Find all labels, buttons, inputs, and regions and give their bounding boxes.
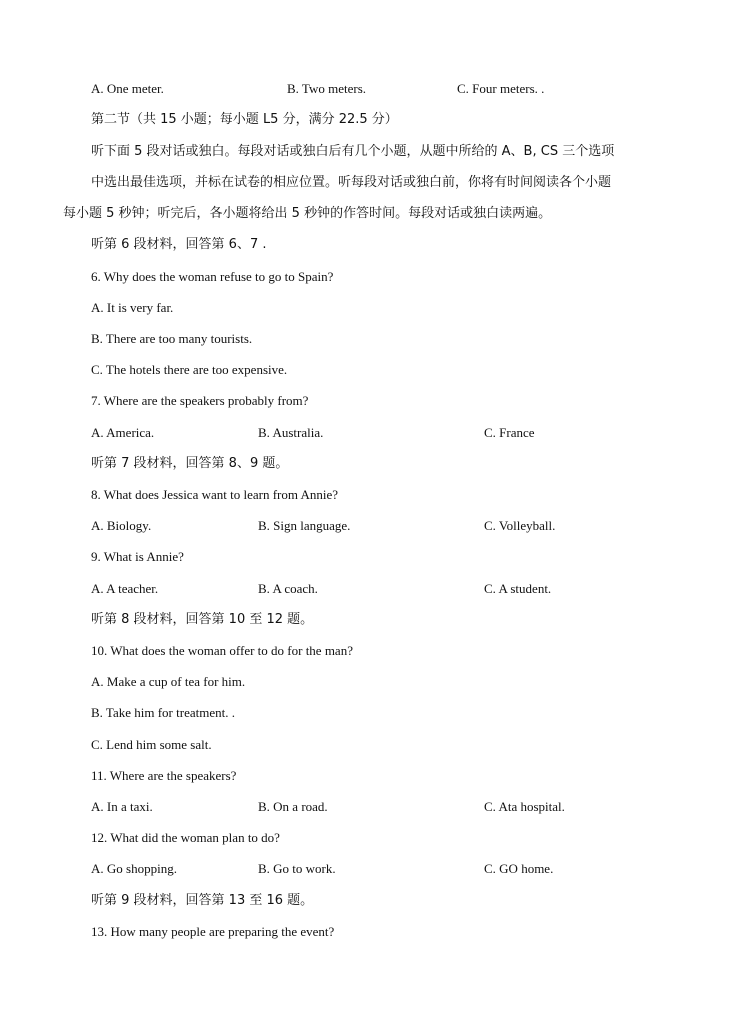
q10-option-a: A. Make a cup of tea for him. xyxy=(91,674,246,689)
group8-intro: 听第 8 段材料，回答第 10 至 12 题。 xyxy=(91,612,314,627)
q6-option-b: B. There are too many tourists. xyxy=(91,331,253,346)
q9-option-c: C. A student. xyxy=(484,581,552,596)
q8-question: 8. What does Jessica want to learn from Annie? xyxy=(91,487,339,502)
q11-option-c: C. Ata hospital. xyxy=(484,799,565,814)
q10-option-b: B. Take him for treatment. . xyxy=(91,705,235,720)
q6-option-c: C. The hotels there are too expensive. xyxy=(91,362,288,377)
q8-option-a: A. Biology. xyxy=(91,518,152,533)
section2-instruction-1: 听下面 5 段对话或独白。每段对话或独白后有几个小题，从题中所给的 A、B, CS 三个选项 xyxy=(91,144,615,159)
q7-option-c: C. France xyxy=(484,425,535,440)
q5-option-c: C. Four meters. . xyxy=(457,81,545,96)
q6-question: 6. Why does the woman refuse to go to Spain? xyxy=(91,269,334,284)
q7-option-b: B. Australia. xyxy=(258,425,324,440)
q10-question: 10. What does the woman offer to do for the man? xyxy=(91,643,353,658)
section2-title: 第二节（共 15 小题；每小题 L5 分，满分 22.5 分） xyxy=(91,112,398,127)
q13-question: 13. How many people are preparing the event? xyxy=(91,924,335,939)
section2-instruction-3: 每小题 5 秒钟；听完后，各小题将给出 5 秒钟的作答时间。每段对话或独白读两遍。 xyxy=(63,206,552,221)
section2-instruction-2: 中选出最佳选项，并标在试卷的相应位置。听每段对话或独白前，你将有时间阅读各个小题 xyxy=(91,175,612,190)
q5-option-a: A. One meter. xyxy=(91,81,164,96)
q12-option-b: B. Go to work. xyxy=(258,861,336,876)
q9-option-b: B. A coach. xyxy=(258,581,318,596)
group6-intro: 听第 6 段材料，回答第 6、7 . xyxy=(91,237,267,252)
group9-intro: 听第 9 段材料，回答第 13 至 16 题。 xyxy=(91,893,314,908)
q12-option-a: A. Go shopping. xyxy=(91,861,177,876)
q12-question: 12. What did the woman plan to do? xyxy=(91,830,280,845)
q10-option-c: C. Lend him some salt. xyxy=(91,737,212,752)
q7-option-a: A. America. xyxy=(91,425,155,440)
q8-option-b: B. Sign language. xyxy=(258,518,351,533)
q11-option-a: A. In a taxi. xyxy=(91,799,153,814)
q9-option-a: A. A teacher. xyxy=(91,581,159,596)
q7-question: 7. Where are the speakers probably from? xyxy=(91,393,309,408)
q8-option-c: C. Volleyball. xyxy=(484,518,556,533)
q6-option-a: A. It is very far. xyxy=(91,300,174,315)
group7-intro: 听第 7 段材料，回答第 8、9 题。 xyxy=(91,456,289,471)
q5-option-b: B. Two meters. xyxy=(287,81,367,96)
q11-option-b: B. On a road. xyxy=(258,799,328,814)
q11-question: 11. Where are the speakers? xyxy=(91,768,237,783)
q9-question: 9. What is Annie? xyxy=(91,549,184,564)
q12-option-c: C. GO home. xyxy=(484,861,554,876)
